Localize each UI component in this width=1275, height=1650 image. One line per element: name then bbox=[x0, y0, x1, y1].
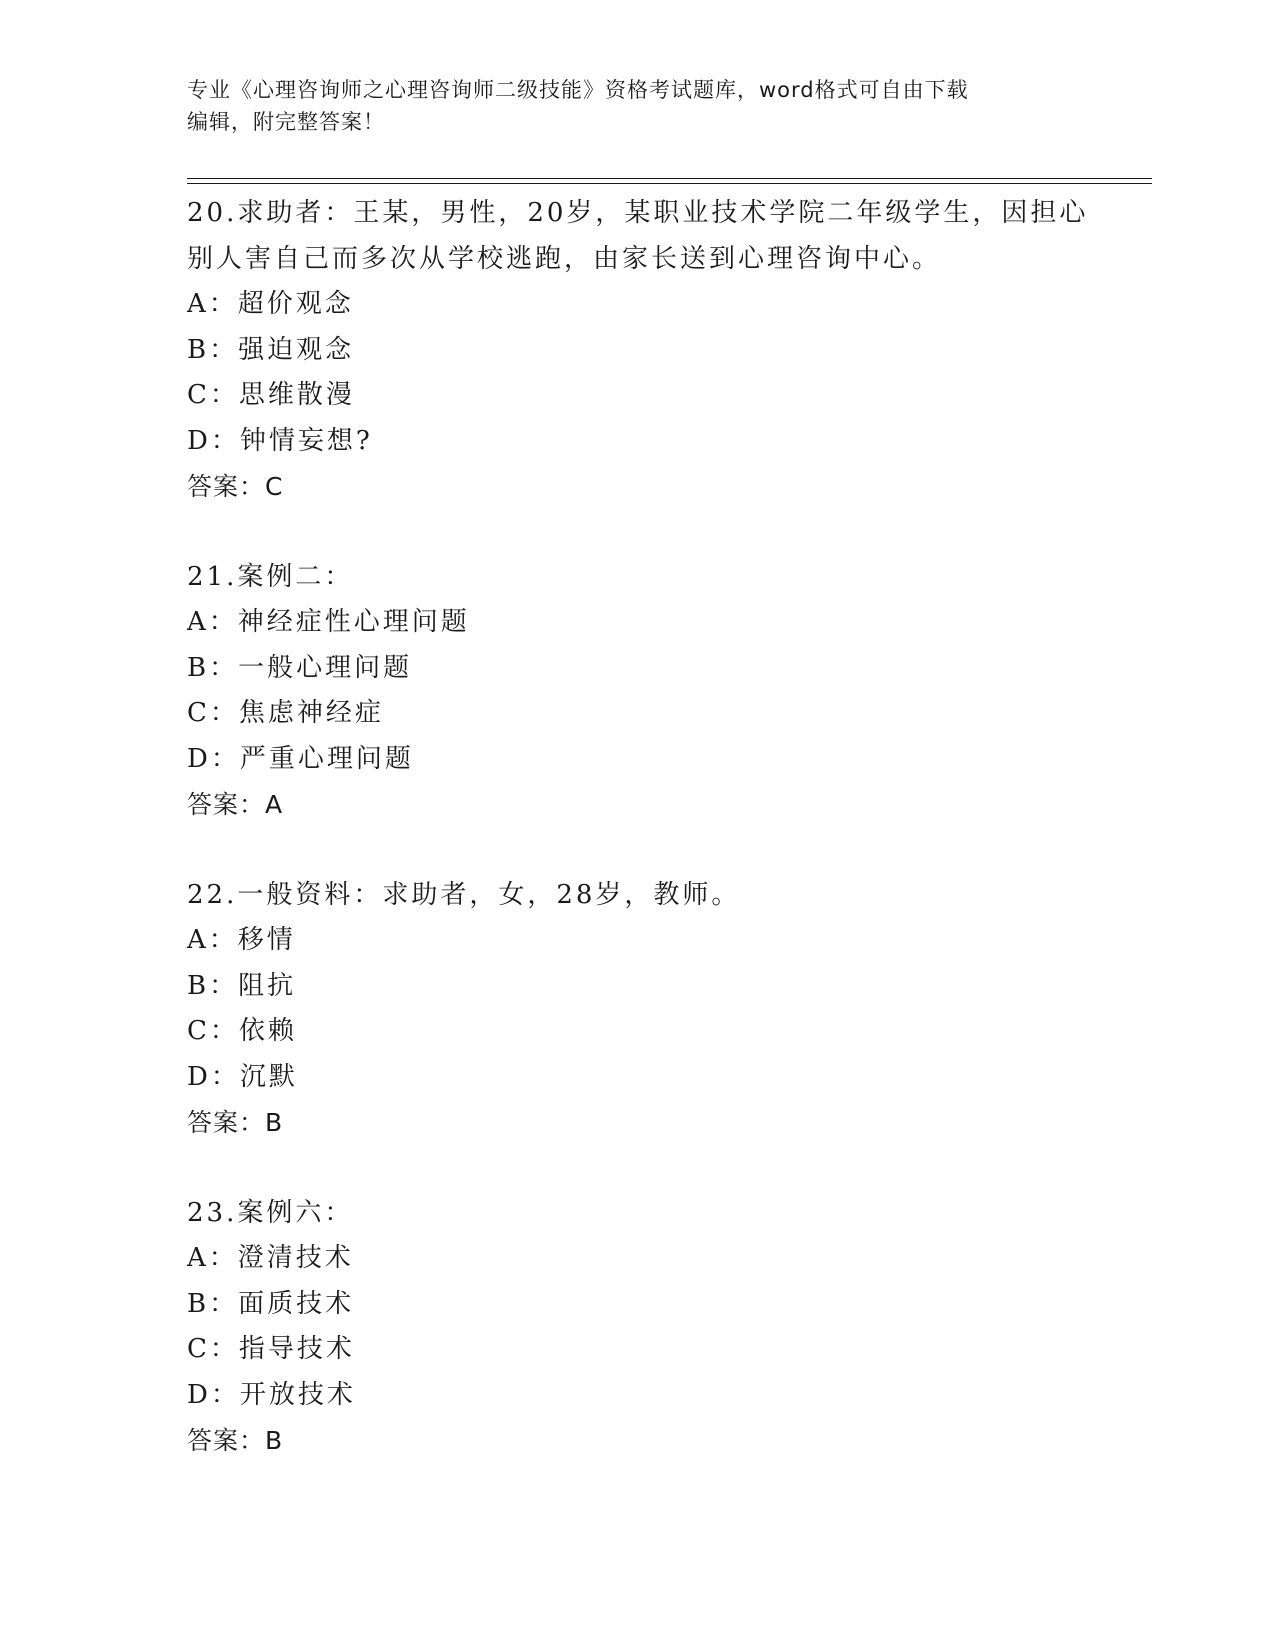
option-c: C：依赖 bbox=[187, 1016, 297, 1046]
question-22 bbox=[187, 873, 1087, 1146]
option-a: A：超价观念 bbox=[187, 289, 354, 319]
question-stem: 20.求助者：王某，男性，20岁，某职业技术学院二年级学生，因担心 bbox=[187, 198, 1089, 228]
answer-label: 答案：B bbox=[187, 1426, 284, 1455]
header-divider-top bbox=[187, 178, 1152, 179]
option-d: D：沉默 bbox=[187, 1061, 298, 1092]
option-c: C：焦虑神经症 bbox=[187, 698, 384, 728]
option-b: B：阻抗 bbox=[187, 970, 297, 1001]
question-stem: 别人害自己而多次从学校逃跑，由家长送到心理咨询中心。 bbox=[187, 243, 942, 274]
option-a: A：神经症性心理问题 bbox=[187, 607, 470, 637]
option-b: B：一般心理问题 bbox=[187, 652, 413, 683]
header-line-2: 编辑，附完整答案！ bbox=[187, 110, 385, 134]
answer-label: 答案：B bbox=[187, 1108, 284, 1137]
question-stem: 23.案例六： bbox=[187, 1197, 354, 1228]
answer-label: 答案：A bbox=[187, 790, 284, 819]
question-stem: 21.案例二： bbox=[187, 561, 354, 592]
question-20 bbox=[187, 191, 1087, 510]
option-c: C：指导技术 bbox=[187, 1334, 355, 1364]
header-divider-bottom bbox=[187, 183, 1152, 184]
option-c: C：思维散漫 bbox=[187, 380, 355, 410]
option-a: A：移情 bbox=[187, 925, 296, 955]
answer-label: 答案：C bbox=[187, 472, 284, 501]
option-b: B：面质技术 bbox=[187, 1288, 355, 1319]
option-d: D：开放技术 bbox=[187, 1379, 356, 1410]
option-a: A：澄清技术 bbox=[187, 1243, 354, 1273]
question-list bbox=[187, 191, 1087, 1464]
option-d: D：钟情妄想? bbox=[187, 425, 373, 456]
header-line-1: 专业《心理咨询师之心理咨询师二级技能》资格考试题库，word格式可自由下载 bbox=[187, 78, 969, 102]
option-d: D：严重心理问题 bbox=[187, 743, 414, 774]
option-b: B：强迫观念 bbox=[187, 334, 355, 365]
question-23 bbox=[187, 1191, 1087, 1464]
question-21 bbox=[187, 555, 1087, 828]
document-header bbox=[187, 74, 1067, 138]
question-stem: 22.一般资料：求助者，女，28岁，教师。 bbox=[187, 879, 741, 910]
